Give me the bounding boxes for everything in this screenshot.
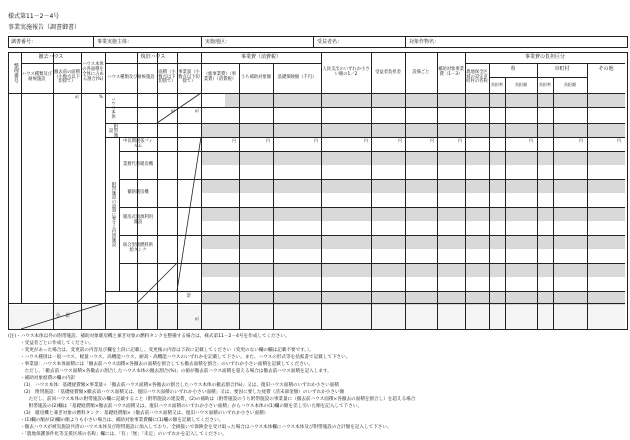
row-house-body: ハウス本体 bbox=[110, 97, 116, 119]
note-line: ・(1)欄の額が(2)欄の額よりも小さい場合は、補助対象事業費欄に(1)欄の額を記載してください。 bbox=[20, 418, 224, 423]
col-removed-area: 撤去前の面積（小数点以下切捨て） bbox=[54, 69, 80, 85]
program-label: 事業実施主体： bbox=[97, 39, 133, 45]
unit-other: 円 bbox=[617, 138, 621, 143]
col-restored-group: 復旧ハウス bbox=[140, 54, 166, 61]
col-removed-ratio: ハウス本体の各面積を全体に占める割合(%) bbox=[82, 62, 104, 82]
note-line: ・撤去ハウスが被災施設共済のハウス本体及び附帯施設に加入しており、全損扱いで保険金を受け取った場合はハウス本体欄にハウス本体及び附帯施設の合計額を記入して下さい。 bbox=[20, 425, 392, 430]
crop-label: 対象作物名： bbox=[409, 39, 440, 45]
col-restored-area: 面積（小数点以下切捨て） bbox=[158, 69, 176, 85]
unit-equipment: 円 bbox=[430, 138, 434, 143]
col-restored-type: ハウス種類及び耐候施設 bbox=[107, 74, 155, 80]
unit-pref: 円 bbox=[529, 138, 533, 143]
survey-number-label: 調書番号： bbox=[11, 39, 37, 45]
col-cost-group: 事業費（消費税） bbox=[240, 54, 281, 61]
col-subsidy-base: 基礎保険額（千円） bbox=[277, 74, 317, 80]
header-row bbox=[8, 36, 628, 48]
note-line: (注)・ハウス本体以外の附帯施設、補助対象暖房機と兼ぎ対象の燃料タンクを整備する場合は、様式第11－2－4号を作成してください。 bbox=[8, 334, 290, 339]
note-line: ただし、前回ハウス本体の附帯施設の欄に記載すること（附帯施設の建設費，(2)の補助は（附帯施設のうち附帯施設の事業量に（撤去前ハウス面積×各撤去の面積を割合し）を超える場合 bbox=[24, 397, 416, 402]
unit-ratio: % bbox=[99, 94, 103, 99]
note-line: ・事業量：ハウス本体面積には「撤去前ハウス面積×各撤去の面積を割合しても撤去面積を割合」のいずれか小さい面積を記載してください。 bbox=[20, 362, 313, 367]
note-line: ・受益者ごとに作成してください。 bbox=[20, 341, 94, 346]
form-number: 様式第11－2－4号 bbox=[8, 13, 60, 20]
col-agency: 農地保全区域の設定市町村の名称 bbox=[466, 69, 488, 85]
row-water: 暖房式資源利用施設 bbox=[122, 215, 154, 225]
note-line: ・「農地保護条件化等支援区域の名称」欄には、「有」「無」「未定」のいずれかを記入してください。 bbox=[20, 432, 227, 437]
note-line: ただし、「撤去前ハウス面積×各撤去の割合したハウス本体の撤去割合(%)」の値が撤去前ハウス面積を超える場合は撤去前ハウス面積を記入します。 bbox=[20, 369, 332, 374]
col-removed-type: ハウス種類及び耐候施設 bbox=[22, 72, 52, 82]
col-pref-rate: 負担率 bbox=[491, 81, 503, 87]
col-pref: 県 bbox=[510, 66, 516, 73]
note-line: ・ハウス種別は一般ハウス、軽量ハウス、高機能ハウス、耐高・高機能ハウスのいずれかを記載して下さい。また、ハウスの形式等を括弧書で記載して下さい。 bbox=[20, 355, 351, 360]
report-table bbox=[8, 52, 628, 330]
col-breakdown-group: 事業費の負担区分 bbox=[524, 54, 565, 61]
col-subsidy-request: 補助対象事業費（1－3） bbox=[438, 67, 464, 77]
unit-city: 円 bbox=[579, 138, 583, 143]
row-total: 計 bbox=[186, 293, 192, 300]
note-line: ・変更があった場合は、変更前の内容及び欄を上段に記載し、変更後の内容は下段に記載してください（変更のない欄の欄は記載不要です。）。 bbox=[20, 348, 314, 353]
row-tank: 統合型液燃料供給タンク bbox=[122, 243, 154, 253]
row-energy: 業務代替暖房機 bbox=[122, 161, 154, 167]
unit-cost-sub: 円 bbox=[266, 138, 270, 143]
note-line: (3) 暖房機と兼ぎ対象の燃料タンク：基礎経費額×（撤去前ハウス面積又は、復旧ハウス面積のいずれか小さい面積） bbox=[24, 411, 269, 416]
row-heat-pump: 蓄熱暖房機 bbox=[127, 189, 149, 195]
col-city: 市町村 bbox=[554, 66, 570, 73]
unit-removed-area: ㎡ bbox=[75, 94, 79, 99]
unit-cost: 円 bbox=[232, 138, 236, 143]
unit-base: 円 bbox=[314, 138, 318, 143]
notes-block bbox=[8, 333, 626, 438]
col-other: その他 bbox=[598, 66, 614, 73]
col-sources: 人員支出のいずれか小さい額の1／2 bbox=[322, 67, 370, 77]
area-label: 実施地区： bbox=[205, 39, 231, 45]
col-equipment: 設備ごと bbox=[412, 69, 430, 75]
row-grand-total: 小 計 bbox=[55, 313, 71, 320]
col-cost-sub: うち補助対象額 bbox=[240, 74, 272, 80]
beneficiary-label: 受益者名： bbox=[317, 39, 343, 45]
note-line: 附帯施設の(2)欄は「基礎経費額×撤去前ハウス面積又は、復旧ハウス面積のいずれか小さい面積」からハウス本体の(1)欄の額を差し引いた額を記入して下さい。 bbox=[24, 404, 363, 409]
col-removed-group: 撤去ハウス bbox=[38, 54, 64, 61]
unit-sources: 円 bbox=[364, 138, 368, 143]
row-group-label: 附帯施設の設置に要する付帯施設 bbox=[110, 181, 116, 247]
row-film: 中長期展張フィルム bbox=[123, 139, 153, 149]
unit-burden: 円 bbox=[398, 138, 402, 143]
unit-restored-area: ㎡ bbox=[171, 108, 175, 113]
col-restored-qty: 事業量（小数点以下切捨て） bbox=[178, 69, 200, 85]
col-cost-total: （総事業費）（事業費）（消費税） bbox=[203, 72, 237, 82]
unit-total-m2: ㎡ bbox=[195, 316, 199, 321]
form-subtitle: 事業実施報告（調書御書） bbox=[8, 24, 81, 31]
col-city-amount: 負担額 bbox=[564, 81, 576, 87]
col-city-rate: 負担率 bbox=[539, 81, 551, 87]
note-line: (2) 附帯施設：「基礎経費額×撤去前ハウス面積又は、復旧ハウス面積のいずれか小さい面積」又は、要因に要した経費（活末部金額）のいずれか小さい額 bbox=[24, 390, 345, 395]
row-attached: 附帯施設 bbox=[108, 123, 118, 137]
col-burden: 受益者負担金 bbox=[375, 69, 401, 75]
col-survey-no: 整理番号 bbox=[12, 63, 19, 83]
note-line: (1) ハウス本体：基礎経費額×事業量÷「撤去前ハウス面積×各撤去の割合したハウス本体の撤去割合(%)」又は、復旧ハウス面積のいずれか小さい面積 bbox=[24, 383, 339, 388]
col-pref-amount: 負担額 bbox=[515, 81, 527, 87]
note-line: ・補助対象経費の欄の内訳 bbox=[20, 376, 76, 381]
unit-restored-qty: ㎡ bbox=[195, 108, 199, 113]
unit-request: 円 bbox=[458, 138, 462, 143]
